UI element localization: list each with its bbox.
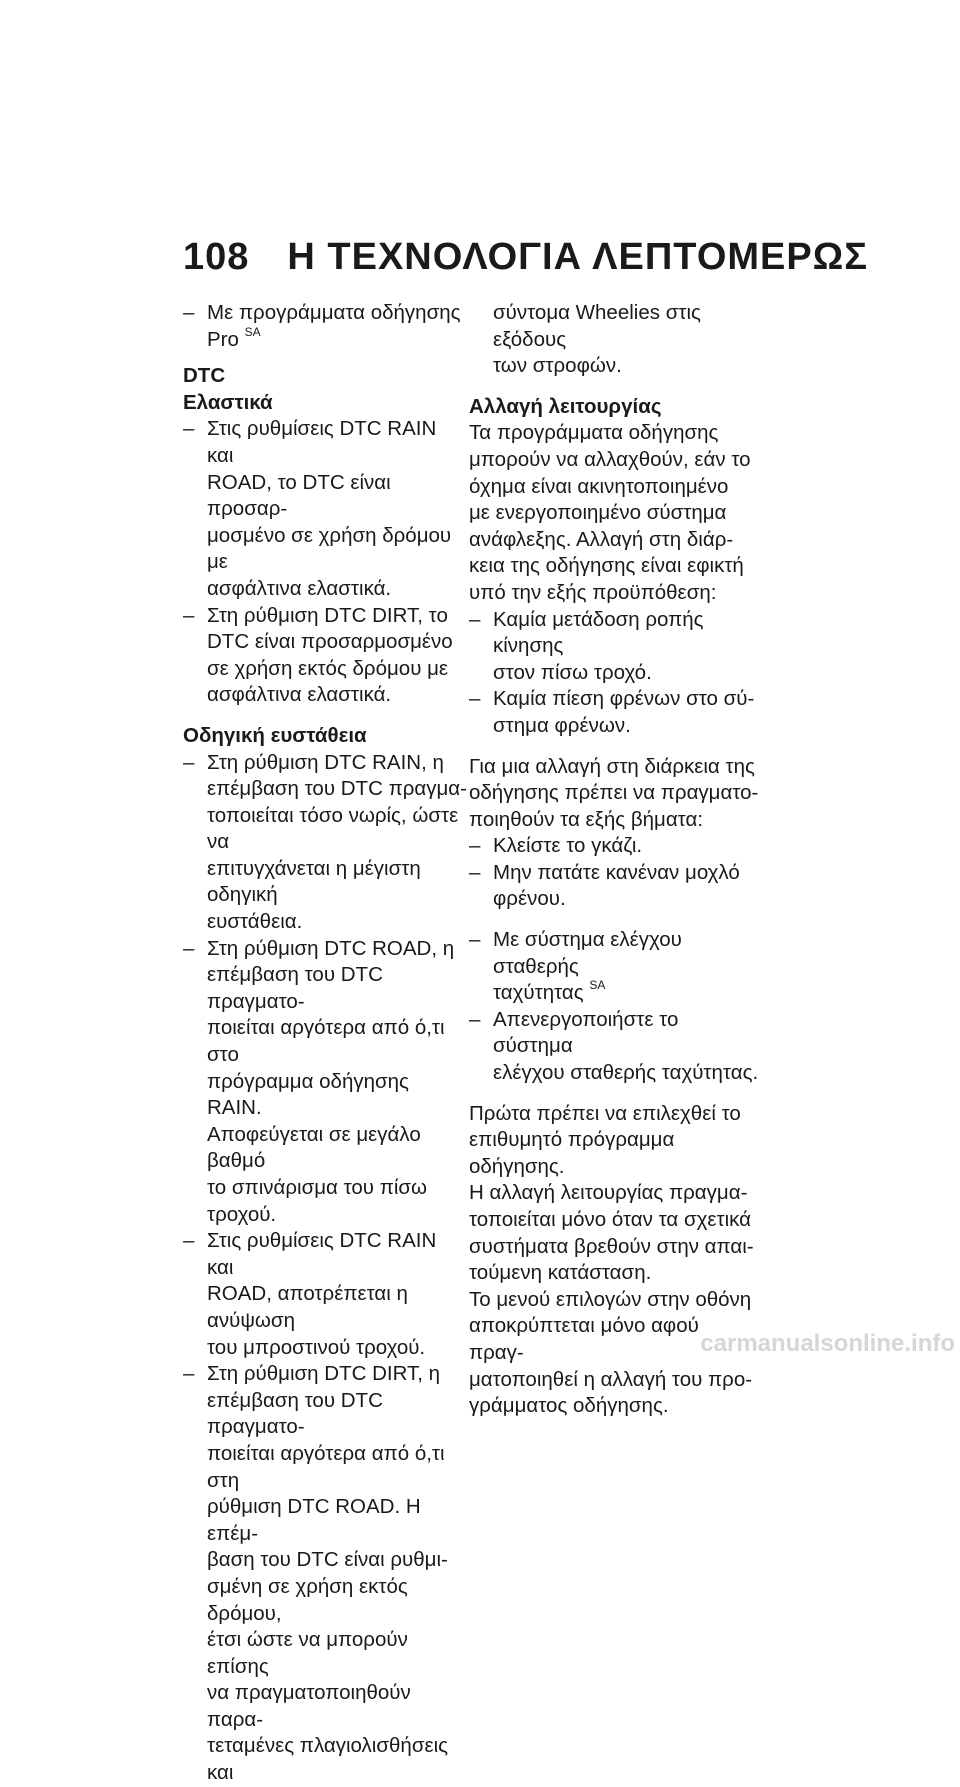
list-item: – Στη ρύθμιση DTC DIRT, το DTC είναι προσαρμοσμένο σε χρήση εκτός δρόμου με ασφάλτινα ελαστικά. bbox=[183, 603, 453, 707]
paragraph-mode-change: Τα προγράμματα οδήγησης μπορούν να αλλαχθούν, εάν το όχημα είναι ακινητοποιημένο με ενεργοποιημένο σύστημα ανάφλεξης. Αλλαγή στη διάρ- κεια της οδήγησης είναι εφικτή υπό την εξής προϋπόθεση: bbox=[469, 421, 751, 604]
left-column bbox=[183, 300, 468, 1787]
list-item-pro: – Με προγράμματα οδήγησης Pro $^{SA}$ bbox=[183, 301, 461, 351]
list-item: – Μην πατάτε κανέναν μοχλό φρένου. bbox=[469, 860, 740, 911]
list-item: – Καμία πίεση φρένων στο σύ- στημα φρένων. bbox=[469, 687, 755, 737]
list-item: – Στις ρυθμίσεις DTC RAIN και ROAD, αποτρέπεται η ανύψωση του μπροστινού τροχού. bbox=[183, 1229, 437, 1359]
right-column bbox=[469, 300, 759, 1420]
paragraph-menu: Το μενού επιλογών στην οθόνη αποκρύπτεται μόνο αφού πραγ- ματοποιηθεί η αλλαγή του προ- γράμματος οδήγησης. bbox=[469, 1287, 753, 1418]
list-item: – Στις ρυθμίσεις DTC RAIN και ROAD, το DTC είναι προσαρ- μοσμένο σε χρήση δρόμου με ασφάλτινα ελαστικά. bbox=[183, 417, 452, 600]
special-equipment-mark: SA bbox=[244, 324, 261, 339]
special-equipment-mark: SA bbox=[589, 978, 606, 993]
chapter-title: Η ΤΕΧΝΟΛΟΓΙΑ ΛΕΠΤΟΜΕΡΩΣ bbox=[287, 236, 868, 278]
list-item: – Στη ρύθμιση DTC ROAD, η επέμβαση του DTC πραγματο- ποιείται αργότερα από ό,τι στο πρόγραμμα οδήγησης RAIN. Αποφεύγεται σε μεγάλο βαθμό το σπινάρισμα του πίσω τροχού. bbox=[183, 936, 455, 1226]
conditions-list bbox=[469, 607, 759, 740]
paragraph-selection: Πρώτα πρέπει να επιλεχθεί το επιθυμητό πρόγραμμα οδήγησης. Η αλλαγή λειτουργίας πραγμα- τοποιείται μόνο όταν τα σχετικά συστήματα βρεθούν στην απαι- τούμενη κατάσταση. bbox=[469, 1101, 754, 1285]
section-heading-dtc: DTC bbox=[183, 364, 226, 388]
watermark-text: carmanualsonline.info bbox=[700, 1330, 955, 1357]
list-item: – Καμία μετάδοση ροπής κίνησης στον πίσω τροχό. bbox=[469, 607, 704, 684]
list-item: – Στη ρύθμιση DTC RAIN, η επέμβαση του DTC πραγμα- τοποιείται τόσο νωρίς, ώστε να επιτυγχάνεται η μέγιστη οδηγική ευστάθεια. bbox=[183, 750, 467, 934]
page-header bbox=[183, 236, 868, 286]
paragraph-steps-intro: Για μια αλλαγή στη διάρκεια της οδήγησης πρέπει να πραγματο- ποιηθούν τα εξής βήματα: bbox=[469, 754, 759, 831]
list-item-cruise: – Με σύστημα ελέγχου σταθερής ταχύτητας $^{SA}$ bbox=[469, 928, 682, 1005]
continuation-text: σύντομα Wheelies στις εξόδους των στροφών. bbox=[493, 301, 701, 378]
list-item: – Στη ρύθμιση DTC DIRT, η επέμβαση του DTC πραγματο- ποιείται αργότερα από ό,τι στη ρύθμιση DTC ROAD. Η επέμ- βαση του DTC είναι ρυθμι- σμένη σε χρήση εκτός δρόμου, έτσι ώστε να μπορούν επίσης να πραγματοποιηθούν παρα- τεταμένες πλαγιολισθήσεις και bbox=[183, 1362, 449, 1785]
steps-list bbox=[469, 833, 759, 913]
subheading-stability: Οδηγική ευστάθεια bbox=[183, 723, 367, 747]
page-number: 108 bbox=[183, 236, 250, 278]
subheading-tyres: Ελαστικά bbox=[183, 390, 273, 414]
subheading-mode-change: Αλλαγή λειτουργίας bbox=[469, 394, 662, 418]
list-item-cruise-off: – Απενεργοποιήστε το σύστημα ελέγχου σταθερής ταχύτητας. bbox=[469, 1007, 759, 1085]
stability-list bbox=[183, 750, 468, 1787]
tyres-list bbox=[183, 416, 468, 709]
list-item: – Κλείστε το γκάζι. bbox=[469, 834, 643, 858]
